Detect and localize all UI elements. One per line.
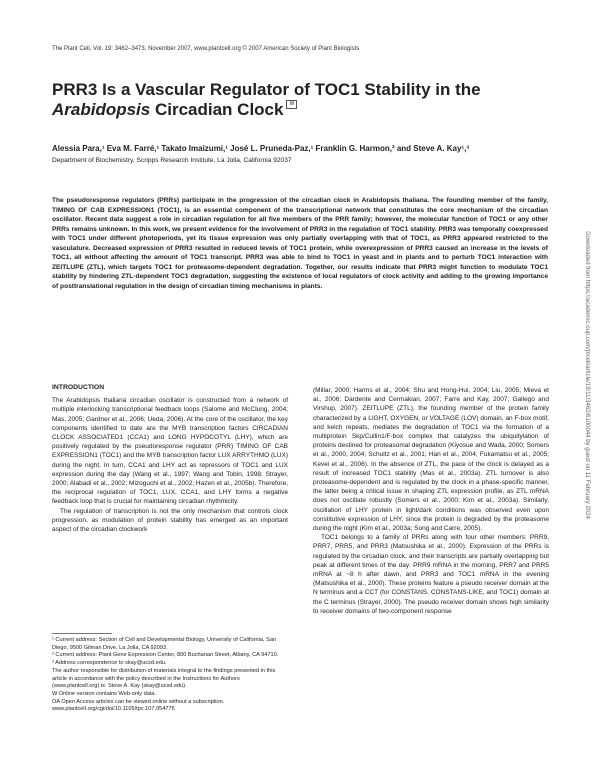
title-line-1: PRR3 Is a Vascular Regulator of TOC1 Stability in the	[52, 80, 481, 99]
journal-header: The Plant Cell, Vol. 19: 3462–3473, November 2007, www.plantcell.org © 2007 American Society of Plant Biologists	[52, 46, 360, 52]
download-notice: Downloaded from https://academic.oup.com/plcell/article/19/11/3462/6100044 by guest on 11 February 2024	[584, 231, 590, 519]
authors: Alessia Para,¹ Eva M. Farré,¹ Takato Imaizumi,¹ José L. Pruneda-Paz,¹ Franklin G. Harmon,² and Steve A. Kay¹,³	[52, 144, 470, 153]
footnote: ² Current address: Plant Gene Expression Center, 800 Buchanan Street, Albany, CA 94710.	[52, 652, 279, 659]
footnote: The author responsible for distribution of materials integral to the findings presented in this article in accordance with the policy described in the Instructions for Authors (www.plantcell.org) is: Steve A. Kay (skay@ucsd.edu).	[52, 667, 276, 690]
intro-paragraph-1: The Arabidopsis thaliana circadian oscillator is constructed from a network of multiple interlocking transcriptional feedback loops (Salome and McClung, 2004; Mas, 2005; Gardner et al., 2006; Ueda, 2006). At the core of the oscillator, the key components identified to date are the MYB transcription factors CIRCADIAN CLOCK ASSOCIATED1 (CCA1) and LONG HYPOCOTYL (LHY), which are positively regulated by the pseudoresponse regulator (PRR) TIMING OF CAB EXPRESSION1 (TOC1) and the MYB transcription factor LUX ARRYTHMO (LUX) during the night. In turn, CCA1 and LHY act as repressors of TOC1 and LUX expression during the day (Wang et al., 1997; Wang and Tobin, 1998; Strayer, 2000; Alabadi et al., 2002; Mizoguchi et al., 2002; Hazen et al., 2005b). Therefore, the reciprocal regulation of TOC1, LUX, CCA1, and LHY forms a negative feedback loop that is crucial for maintaining circadian rhythmicity.	[52, 397, 288, 506]
footnote: OA Open Access articles can be viewed online without a subscription.	[52, 698, 225, 705]
title-line-2	[52, 100, 522, 120]
article-title	[52, 80, 522, 120]
footnote: ³ Address correspondence to skay@ucsd.edu.	[52, 660, 167, 667]
right-column	[313, 386, 549, 616]
footnote: ¹ Current address: Section of Cell and Developmental Biology, University of California, San Diego, 9500 Gilman Drive, La Jolla, CA 92093.	[52, 637, 277, 651]
section-heading: INTRODUCTION	[52, 384, 105, 391]
title-italic: Arabidopsis	[52, 100, 151, 119]
download-sidebar	[582, 212, 592, 542]
footnote: W Online version contains Web-only data.	[52, 690, 157, 697]
right-paragraph-1: (Millar, 2000; Harms et al., 2004; Shu and Hong-Hui, 2004; Liu, 2005; Mieva et al., 2006; Dardente and Cermakian, 2007; Farre and Kay, 2007; Gallego and Virshup, 2007). ZEITLUPE (ZTL), the founding member of the protein family characterized by a LIGHT, OXYGEN, or VOLTAGE (LOV) domain, an F-box motif, and kelch repeats, mediates the degradation of TOC1 via the formation of a multiprotein Skp/Cullin1/F-box complex that catalyzes the ubiquitylation of proteins destined for proteasomal degradation (Kiyosue and Wada, 2000; Somers et al., 2000, 2004; Schultz et al., 2001; Han et al., 2004; Fukamatsu et al., 2005; Kevei et al., 2006). In the absence of ZTL, the pace of the clock is delayed as a result of increased TOC1 stability (Mas et al., 2003a). ZTL turnover is also proteasome-dependent and is regulated by the clock in a phase-specific manner, the latter being a critical issue in shaping ZTL expression profile, as ZTL mRNA does not oscillate robustly (Somers et al., 2000; Kim et al., 2003a). Similarly, oscillation of LHY protein in light/dark conditions was observed even upon constitutive expression of LHY, since the protein is degraded by the proteasome during the night (Kim et al., 2003a; Song and Carre, 2005).	[313, 387, 549, 533]
right-paragraph-2: TOC1 belongs to a family of PRRs along with four other members: PRR9, PRR7, PRR5, and PRR3 (Matsushika et al., 2000). Expression of the PRRs is regulated by the circadian clock, and their transcripts are partially overlapping but peak at different times of the day: PRR9 mRNA in the morning, PRR7 and PRR5 mRNA at ~8 h after dawn, and PRR3 and TOC1 mRNA in the evening (Matsushika et al., 2000). These proteins feature a pseudo receiver domain at the N terminus and a CCT (for CONSTANS, CONSTANS-LIKE, and TOC1) domain at the C terminus (Strayer, 2000). The pseudo receiver domain shows high similarity to receiver domains of two-component response	[313, 534, 549, 615]
web-only-icon: W	[286, 100, 297, 109]
doi-link[interactable]: www.plantcell.org/cgi/doi/10.1105/tpc.107.054775	[52, 706, 175, 713]
affiliation: Department of Biochemistry, Scripps Research Institute, La Jolla, California 92037	[52, 157, 292, 164]
intro-paragraph-2: The regulation of transcription is not the only mechanism that controls clock progression, as modulation of protein stability has emerged as an important aspect of the circadian clockwork	[52, 507, 288, 534]
footnotes	[52, 637, 288, 714]
left-column	[52, 383, 288, 534]
title-line-2-rest: Circadian Clock	[150, 100, 284, 119]
footnote-divider	[52, 633, 112, 634]
abstract: The pseudoresponse regulators (PRRs) participate in the progression of the circadian clock in Arabidopsis thaliana. The founding member of the family, TIMING OF CAB EXPRESSION1 (TOC1), is an essential component of the transcriptional network that constitutes the core mechanism of the circadian oscillator. Recent data suggest a role in circadian regulation for all five members of the PRR family; however, the molecular function of TOC1 or any other PRRs remains unknown. In this work, we present evidence for the involvement of PRR3 in the regulation of TOC1 stability. PRR3 was temporally coexpressed with TOC1 under different photoperiods, yet its tissue expression was only partially overlapping with that of TOC1, as PRR3 appeared restricted to the vasculature. Decreased expression of PRR3 resulted in reduced levels of TOC1 protein, while overexpression of PRR3 caused an increase in the levels of TOC1, all without affecting the amount of TOC1 transcript. PRR3 was able to bind to TOC1 in yeast and in plants and to perturb TOC1 interaction with ZEITLUPE (ZTL), which targets TOC1 for proteasome-dependent degradation. Together, our results indicate that PRR3 might function to modulate TOC1 stability by hindering ZTL-dependent TOC1 degradation, suggesting the existence of local regulators of clock activity and adding to the growing importance of posttranslational regulation in the design of circadian timing mechanisms in plants.	[52, 197, 548, 290]
